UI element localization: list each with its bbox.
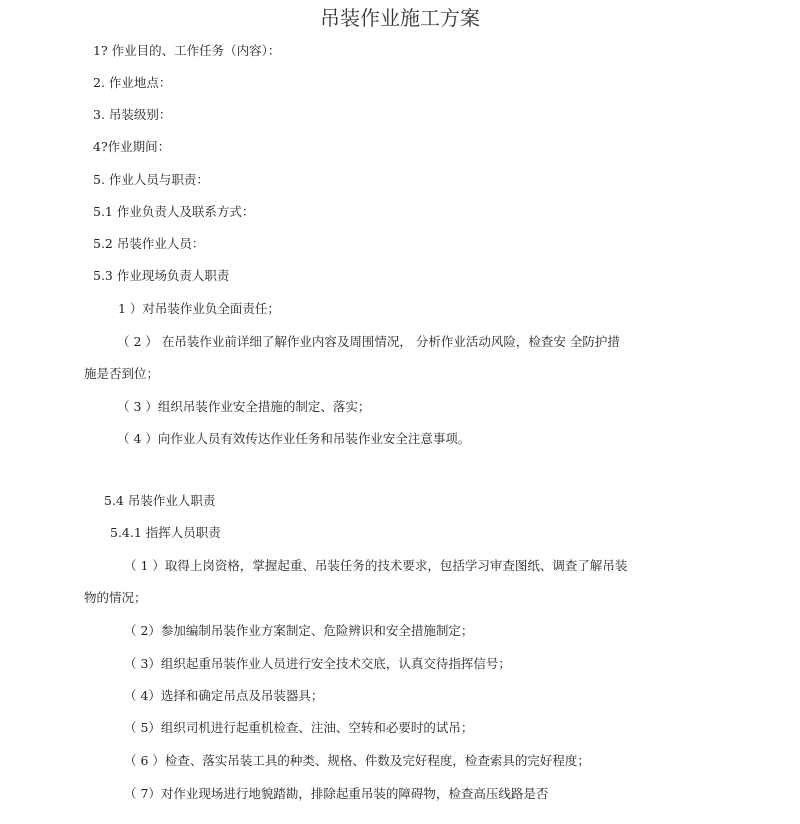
item-1: 1? 作业目的、工作任务（内容）： bbox=[93, 43, 281, 58]
item-5-3-4: （ 4 ）向作业人员有效传达作业任务和吊装作业安全注意事项。 bbox=[117, 431, 471, 446]
item-3: 3. 吊装级别： bbox=[93, 107, 172, 122]
item-5-3: 5.3 作业现场负责人职责 bbox=[93, 268, 230, 283]
item-5-3-2: （ 2 ） 在吊装作业前详细了解作业内容及周围情况， 分析作业活动风险，检查安 全防护措 bbox=[117, 334, 620, 349]
duty-3: （ 3）组织起重吊装作业人员进行安全技术交底，认真交待指挥信号； bbox=[124, 656, 511, 671]
duty-6: （ 6 ）检查、落实吊装工具的种类、规格、件数及完好程度，检查索具的完好程度； bbox=[124, 753, 590, 768]
duty-7: （ 7）对作业现场进行地貌踏勘，排除起重吊装的障碍物，检查高压线路是否 bbox=[124, 786, 549, 801]
duty-4: （ 4）选择和确定吊点及吊装器具； bbox=[124, 688, 324, 703]
duty-2: （ 2）参加编制吊装作业方案制定、危险辨识和安全措施制定； bbox=[124, 623, 474, 638]
document-title: 吊装作业施工方案 bbox=[320, 6, 480, 30]
item-4: 4?作业期间： bbox=[93, 139, 171, 154]
item-5-3-1: 1 ）对吊装作业负全面责任； bbox=[118, 301, 280, 316]
item-2: 2. 作业地点： bbox=[93, 75, 172, 90]
duty-5: （ 5）组织司机进行起重机检查、注油、空转和必要时的试吊； bbox=[124, 720, 474, 735]
duty-1-cont: 物的情况； bbox=[84, 590, 147, 605]
item-5-3-3: （ 3 ）组织吊装作业安全措施的制定、落实； bbox=[117, 399, 371, 414]
item-5-3-2-cont: 施是否到位； bbox=[84, 366, 160, 381]
item-5-1: 5.1 作业负责人及联系方式： bbox=[93, 204, 255, 219]
item-5: 5. 作业人员与职责： bbox=[93, 172, 209, 187]
item-5-4-1: 5.4.1 指挥人员职责 bbox=[110, 525, 221, 540]
duty-1: （ 1 ）取得上岗资格，掌握起重、吊装任务的技术要求，包括学习审查图纸、调查了解吊装 bbox=[124, 558, 628, 573]
item-5-2: 5.2 吊装作业人员： bbox=[93, 236, 205, 251]
item-5-4: 5.4 吊装作业人职责 bbox=[104, 493, 216, 508]
